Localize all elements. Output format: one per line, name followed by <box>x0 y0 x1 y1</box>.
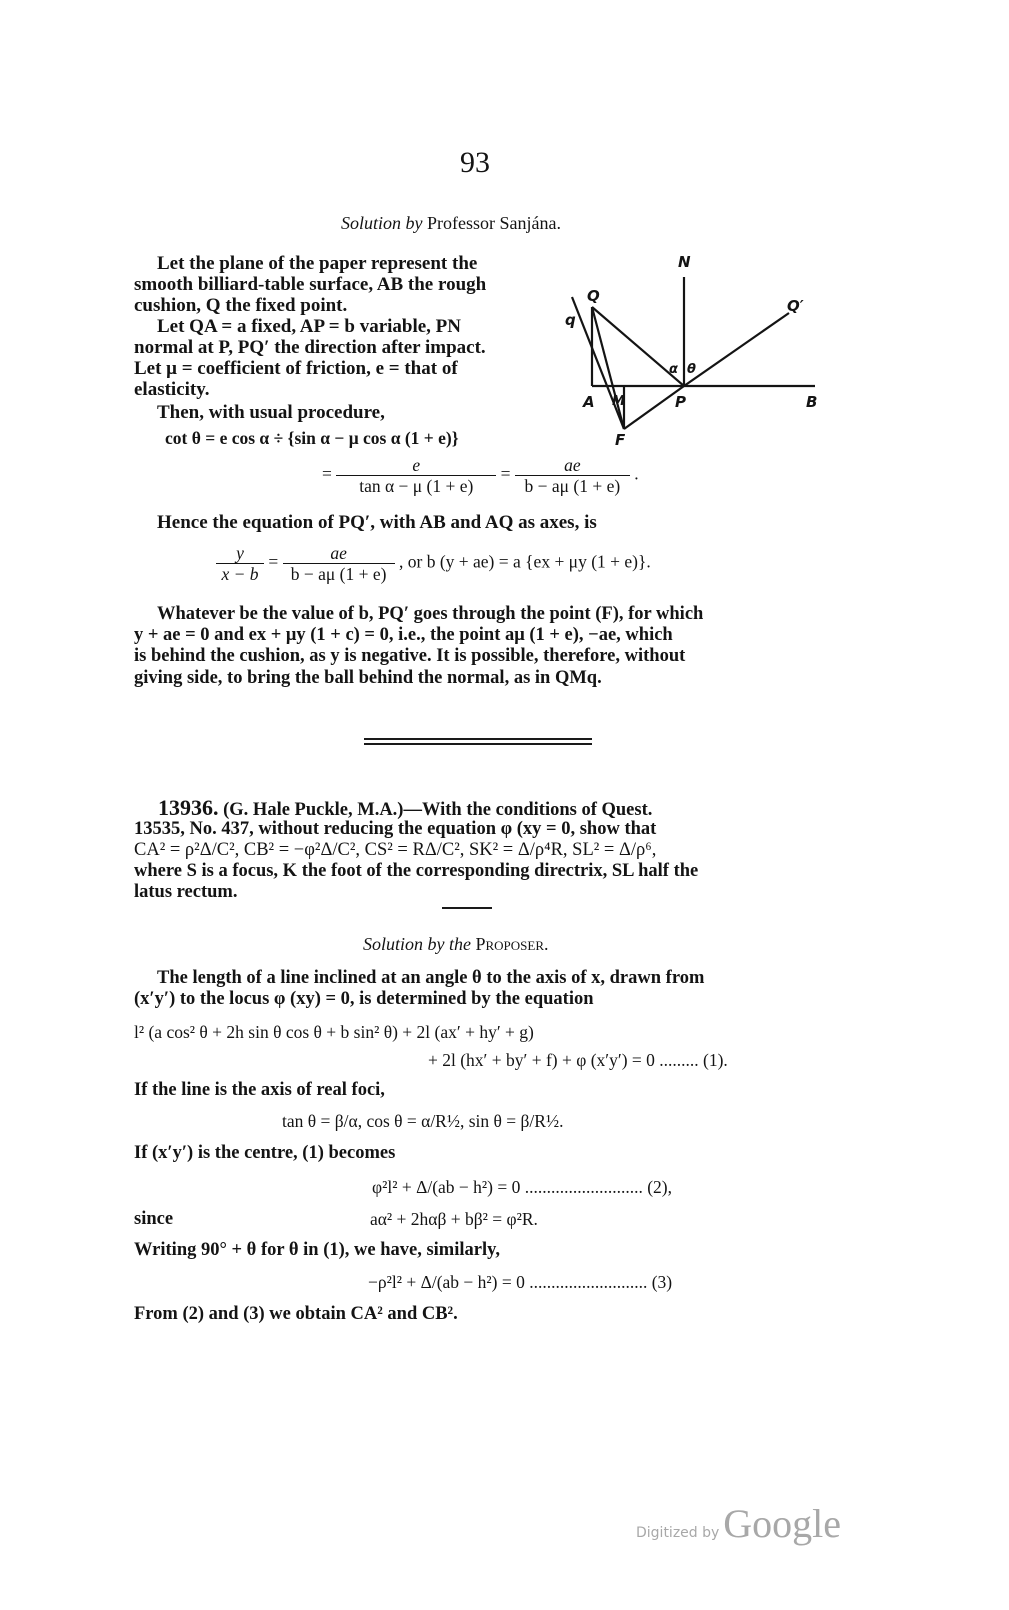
label-p: P <box>675 393 686 411</box>
fraction-denominator: x − b <box>221 564 259 584</box>
text-line: Let μ = coefficient of friction, e = that of <box>134 358 458 379</box>
text-line: smooth billiard-table surface, AB the rough <box>134 274 487 295</box>
line-qmq <box>572 297 624 429</box>
label-m: M <box>612 394 625 409</box>
equals-sign: = <box>322 463 332 484</box>
text-line: If (x′y′) is the centre, (1) becomes <box>134 1143 396 1163</box>
google-logo: Google <box>723 1501 842 1546</box>
text-line: normal at P, PQ′ the direction after impact. <box>134 337 486 358</box>
fraction <box>515 455 630 496</box>
short-divider <box>442 907 492 909</box>
watermark-prefix: Digitized by <box>636 1525 720 1541</box>
label-q-prime: Q′ <box>787 297 804 315</box>
fraction-denominator: tan α − μ (1 + e) <box>359 476 474 496</box>
text-line: Then, with usual procedure, <box>157 402 385 423</box>
text-line: CA² = ρ²Δ/C², CB² = −φ²Δ/C², CS² = RΔ/C², SK² = Δ/ρ⁴R, SL² = Δ/ρ⁶, <box>134 840 657 860</box>
text-line: giving side, to bring the ball behind the normal, as in QMq. <box>134 668 602 688</box>
text-line: cushion, Q the fixed point. <box>134 295 348 316</box>
question-number: 13936. <box>158 795 219 820</box>
label-q-small: q <box>565 311 576 329</box>
text-line: Let QA = a fixed, AP = b variable, PN <box>157 316 462 337</box>
solution-heading <box>341 213 561 234</box>
label-q: Q <box>587 287 600 305</box>
equation-fractions <box>322 455 639 496</box>
page-number: 93 <box>460 146 490 179</box>
text-line <box>158 797 652 821</box>
question-line: (G. Hale Puckle, M.A.)—With the conditions of Quest. <box>223 800 653 820</box>
equation-since: aα² + 2hαβ + bβ² = φ²R. <box>370 1209 538 1229</box>
label-b: B <box>806 393 818 411</box>
equation-tan: tan θ = β/α, cos θ = α/R½, sin θ = β/R½. <box>282 1111 564 1131</box>
text-line: From (2) and (3) we obtain CA² and CB². <box>134 1304 458 1324</box>
solution-heading-italic: Solution by the <box>363 934 471 954</box>
equals-sign: = <box>268 551 279 572</box>
equation-2: φ²l² + Δ/(ab − h²) = 0 ........................... (2), <box>372 1177 673 1197</box>
text-line: is behind the cushion, as y is negative. It is possible, therefore, without <box>134 646 686 666</box>
solution-heading <box>363 934 549 955</box>
section-divider-top <box>364 738 592 740</box>
text-line: Whatever be the value of b, PQ′ goes through the point (F), for which <box>157 604 704 624</box>
label-a: A <box>583 393 595 411</box>
equation-1-line-1: l² (a cos² θ + 2h sin θ cos θ + b sin² θ) + 2l (ax′ + hy′ + g) <box>134 1022 534 1042</box>
equation: cot θ = e cos α ÷ {sin α − μ cos α (1 + e)} <box>165 428 459 448</box>
section-divider-bottom <box>364 743 592 745</box>
fraction-denominator: b − aμ (1 + e) <box>524 476 621 496</box>
fraction-denominator: b − aμ (1 + e) <box>290 564 387 584</box>
text-line: 13535, No. 437, without reducing the equation φ (xy = 0, show that <box>134 819 657 839</box>
text-line: (x′y′) to the locus φ (xy) = 0, is determined by the equation <box>134 989 594 1009</box>
solution-heading-author: Proposer. <box>475 934 549 954</box>
period: . <box>634 463 639 484</box>
label-theta: θ <box>687 362 696 377</box>
text-line: elasticity. <box>134 379 210 400</box>
text-line: If the line is the axis of real foci, <box>134 1080 385 1100</box>
solution-heading-author: Professor Sanjána. <box>427 213 561 233</box>
text-line: y + ae = 0 and ex + μy (1 + c) = 0, i.e., the point aμ (1 + e), −ae, which <box>134 625 673 645</box>
equation-3: −ρ²l² + Δ/(ab − h²) = 0 ........................... (3) <box>368 1272 673 1292</box>
text-line: The length of a line inclined at an angle θ to the axis of x, drawn from <box>157 968 705 988</box>
label-n: N <box>678 253 691 271</box>
equation-rest: , or b (y + ae) = a {ex + μy (1 + e)}. <box>399 551 651 572</box>
line-pq-prime <box>684 313 789 386</box>
line-qf <box>592 307 624 429</box>
equals-sign: = <box>500 463 511 484</box>
text-line: Hence the equation of PQ′, with AB and AQ as axes, is <box>157 512 597 533</box>
label-alpha: α <box>669 362 678 377</box>
billiard-diagram <box>565 245 825 455</box>
digitized-watermark <box>636 1500 841 1547</box>
fraction-numerator: y <box>216 543 264 564</box>
fraction-numerator: ae <box>515 455 630 476</box>
solution-heading-italic: Solution by <box>341 213 423 233</box>
since-label: since <box>134 1209 174 1229</box>
fraction <box>336 455 496 496</box>
equation-1-line-2: + 2l (hx′ + by′ + f) + φ (x′y′) = 0 ......... (1). <box>428 1050 728 1070</box>
equation-pq-line <box>216 543 651 584</box>
text-line: Writing 90° + θ for θ in (1), we have, similarly, <box>134 1240 500 1260</box>
text-line: latus rectum. <box>134 882 238 902</box>
text-line: Let the plane of the paper represent the <box>157 253 478 274</box>
text-line: where S is a focus, K the foot of the corresponding directrix, SL half the <box>134 861 699 881</box>
fraction <box>283 543 395 584</box>
fraction-numerator: e <box>336 455 496 476</box>
label-f: F <box>615 431 626 449</box>
fraction <box>216 543 264 584</box>
fraction-numerator: ae <box>283 543 395 564</box>
